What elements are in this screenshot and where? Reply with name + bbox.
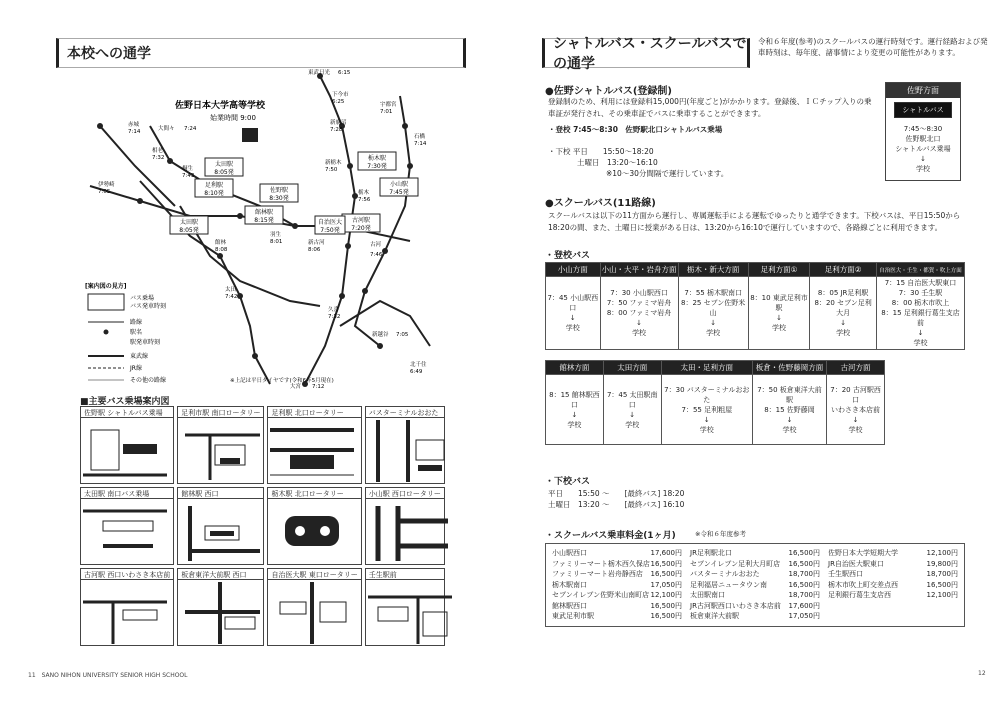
shuttle-down-weekday: ・下校 平日 15:50〜18:20 <box>548 147 654 156</box>
svg-text:7:43: 7:43 <box>182 173 195 179</box>
svg-text:桐生: 桐生 <box>182 166 194 172</box>
svg-text:7:32: 7:32 <box>328 314 341 320</box>
svg-text:下今市: 下今市 <box>332 92 349 98</box>
svg-text:※上記は平日ダイヤです(令和6年5月現在): ※上記は平日ダイヤです(令和6年5月現在) <box>230 378 334 384</box>
svg-text:羽生: 羽生 <box>270 232 282 238</box>
stop-card: 古河駅 西口いわさき本店前 <box>80 568 174 646</box>
svg-text:古河駅: 古河駅 <box>351 217 371 224</box>
svg-text:伊勢崎: 伊勢崎 <box>98 182 115 188</box>
stop-grid <box>80 406 444 646</box>
svg-text:7:14: 7:14 <box>128 129 141 135</box>
svg-text:8:05発: 8:05発 <box>179 227 199 234</box>
stop-card: 小山駅 西口ロータリー <box>365 487 445 565</box>
stop-card: 栃木駅 北口ロータリー <box>267 487 361 565</box>
svg-text:大間々: 大間々 <box>158 126 175 132</box>
svg-text:その他の路線: その他の路線 <box>130 377 167 384</box>
svg-text:駅名: 駅名 <box>130 329 143 336</box>
svg-text:佐野駅: 佐野駅 <box>269 187 289 194</box>
svg-text:宇都宮: 宇都宮 <box>380 102 397 108</box>
up-table-2: 館林方面 太田方面 太田・足利方面 板倉・佐野藤岡方面 古河方面 8：15 館林駅西口 ↓ 学校 7：45 太田駅南口 ↓ 学校 7：30 バスターミナルおおた 7：55 足利粗屋 ↓ 学校 7：50 板倉東洋大前駅 8：15 佐野藤岡 ↓ 学校 7：20 古河駅西口 いわさき本店前 ↓ 学校 <box>545 360 885 445</box>
legend-title: [案内図の見方] <box>85 283 127 290</box>
svg-text:7:01: 7:01 <box>380 109 393 115</box>
stop-card: 足利駅 北口ロータリー <box>267 406 361 484</box>
svg-text:赤城: 赤城 <box>128 122 140 128</box>
svg-text:栃木駅: 栃木駅 <box>367 155 387 162</box>
svg-text:7:50発: 7:50発 <box>320 227 340 234</box>
svg-text:7:14: 7:14 <box>414 141 427 147</box>
svg-text:路線: 路線 <box>130 319 143 326</box>
svg-text:小山駅: 小山駅 <box>389 181 409 188</box>
svg-text:7:05: 7:05 <box>396 332 409 338</box>
header-note: 令和６年度(参考)のスクールバスの運行時刻です。運行経路および発車時刻は、毎年度、諸事情により変更の可能性があります。 <box>758 37 988 57</box>
stop-card: バスターミナルおおた <box>365 406 445 484</box>
svg-text:6:25: 6:25 <box>332 99 345 105</box>
svg-text:7:05: 7:05 <box>98 189 111 195</box>
fee-table: 小山駅西口 17,600円 ファミリーマート栃木西久保店 16,500円 ファミリーマート岩舟静西店 16,500円 栃木駅南口 17,050円 セブンイレブン佐野米山南町店 12,100円 館林駅西口 16,500円 東武足利市駅 16,500円 JR足利駅北口 16,500円 セブンイレブン足利大月町店 16,500円 バスターミナルおおた 18,700円 足利福居ニュータウン南 16,500円 太田駅南口 18,700円 JR古河駅西口いわさき本店前 17,600円 板倉東洋大前駅 17,050円 佐野日本大学短期大学 12,100円 JR自治医大駅東口 19,800円 壬生駅西口 18,700円 栃木市吹上町交差点西 16,500円 足利銀行葛生支店西 12,100円 <box>545 543 965 627</box>
svg-text:石橋: 石橋 <box>414 134 426 140</box>
svg-text:8:10発: 8:10発 <box>204 190 224 197</box>
shuttle-down-saturday: 土曜日 13:20〜16:10 <box>577 158 658 167</box>
svg-text:7:50: 7:50 <box>325 167 338 173</box>
svg-text:太田駅: 太田駅 <box>214 161 234 168</box>
stop-card: 館林駅 西口 <box>177 487 264 565</box>
svg-text:7:45発: 7:45発 <box>389 189 409 196</box>
stop-card: 板倉東洋大前駅 西口 <box>177 568 264 646</box>
svg-text:バス乗場: バス乗場 <box>130 295 155 302</box>
map-school-time: 始業時間 9:00 <box>210 114 256 122</box>
svg-text:7:56: 7:56 <box>358 197 371 203</box>
svg-text:バス発車時刻: バス発車時刻 <box>130 303 167 310</box>
fee-title: ・スクールバス乗車料金(1ヶ月) <box>545 531 676 541</box>
svg-text:6:49: 6:49 <box>410 369 423 375</box>
svg-text:東武線: 東武線 <box>130 353 149 360</box>
page-footer: 11 SANO NIHON UNIVERSITY SENIOR HIGH SCHOOL <box>28 672 188 679</box>
svg-text:東武日光: 東武日光 <box>308 70 331 76</box>
stops-title: ■主要バス乗場案内図 <box>80 397 170 407</box>
svg-text:8:01: 8:01 <box>270 239 283 245</box>
svg-text:7:12: 7:12 <box>312 384 325 390</box>
shuttle-title: ●佐野シャトルバス(登録制) <box>545 86 672 97</box>
svg-text:太田: 太田 <box>225 287 237 293</box>
down-weekday: 平日 15:50 〜 [最終バス] 18:20 <box>548 489 685 498</box>
page-title: シャトルバス・スクールバスでの通学 <box>542 38 750 68</box>
school-bus-text: スクールバスは以下の11方面から運行し、専属運転手による運転でゆったりと通学できます。下校バスは、平日15:50から18:20の間、また、土曜日に授業がある日は、13:20から16:10で運行していますので、各路線ごとに利用できます。 <box>548 211 961 232</box>
svg-text:JR線: JR線 <box>130 365 142 372</box>
shuttle-note: ※10〜30分間隔で運行しています。 <box>606 169 729 178</box>
svg-text:久喜: 久喜 <box>328 307 340 313</box>
svg-text:自治医大: 自治医大 <box>317 219 343 226</box>
svg-text:7:24: 7:24 <box>184 126 197 132</box>
svg-text:相老: 相老 <box>152 148 164 154</box>
stop-card: 壬生駅前 <box>365 568 445 646</box>
svg-text:足利駅: 足利駅 <box>204 182 224 189</box>
svg-text:栃木: 栃木 <box>358 190 370 196</box>
up-table-1: 小山方面 小山・大平・岩舟方面 栃木・新大方面 足利方面① 足利方面② 自治医大・壬生・都賀・吹上方面 7：45 小山駅西口 ↓ 学校 7：30 小山駅西口 7：50 ファミマ岩舟 8：00 ファミマ岩舟 ↓ 学校 7：55 栃木駅南口 8：25 セブン佐野米山 ↓ 学校 8：10 東武足利市駅 ↓ 学校 8：05 JR足利駅 8：20 セブン足利大月 ↓ 学校 7：15 自治医大駅東口 7：30 壬生駅 8：00 栃木市吹上 8：15 足利銀行葛生支店前 ↓ 学校 <box>545 262 965 350</box>
svg-text:8:30発: 8:30発 <box>269 195 289 202</box>
page-title: 本校への通学 <box>56 38 466 68</box>
up-title: ・登校バス <box>545 251 591 261</box>
route-map <box>80 66 460 392</box>
svg-text:7:32: 7:32 <box>152 155 165 161</box>
school-icon <box>242 128 258 142</box>
svg-text:8:08: 8:08 <box>215 247 228 253</box>
svg-text:新栃木: 新栃木 <box>325 160 342 166</box>
svg-text:太田駅: 太田駅 <box>179 219 199 226</box>
stop-card: 足利市駅 南口ロータリー <box>177 406 264 484</box>
svg-text:古河: 古河 <box>370 242 382 248</box>
svg-text:8:15発: 8:15発 <box>254 217 274 224</box>
svg-text:7:20発: 7:20発 <box>351 225 371 232</box>
svg-text:8:05発: 8:05発 <box>214 169 234 176</box>
svg-text:駅発車時刻: 駅発車時刻 <box>130 339 161 346</box>
svg-text:北千住: 北千住 <box>410 362 427 368</box>
svg-text:7:46: 7:46 <box>370 252 383 258</box>
svg-text:大宮: 大宮 <box>290 384 302 390</box>
shuttle-tag: 佐野方面 シャトルバス 7:45〜8:30 佐野駅北口 シャトルバス乗場 ↓ 学校 <box>885 82 961 181</box>
school-bus-title: ●スクールバス(11路線) <box>545 198 656 209</box>
svg-text:8:06: 8:06 <box>308 247 321 253</box>
map-school-name: 佐野日本大学高等学校 <box>175 101 266 111</box>
svg-text:館林駅: 館林駅 <box>254 209 274 216</box>
stop-card: 太田駅 南口バス乗場 <box>80 487 174 565</box>
stop-card: 佐野駅 シャトルバス乗場 <box>80 406 174 484</box>
stop-card: 自治医大駅 東口ロータリー <box>267 568 361 646</box>
down-title: ・下校バス <box>545 477 591 487</box>
page-number: 12 <box>978 670 986 677</box>
svg-text:6:15: 6:15 <box>338 70 351 76</box>
svg-text:7:28: 7:28 <box>330 127 343 133</box>
fee-note: ※令和６年度参考 <box>695 530 746 538</box>
shuttle-text: 登録制のため、利用には登録料15,000円(年度ごと)がかかります。登録後、ＩＣチップ入りの乗車証が発行され、その乗車証でバスに乗車することができます。 <box>548 97 872 118</box>
svg-text:7:30発: 7:30発 <box>367 163 387 170</box>
svg-text:新越谷: 新越谷 <box>372 332 389 338</box>
svg-text:館林: 館林 <box>215 240 227 246</box>
shuttle-up: ・登校 7:45〜8:30 佐野駅北口シャトルバス乗場 <box>548 125 723 134</box>
svg-text:7:42: 7:42 <box>225 294 238 300</box>
svg-text:新鹿沼: 新鹿沼 <box>330 120 347 126</box>
svg-text:新古河: 新古河 <box>308 240 325 246</box>
down-saturday: 土曜日 13:20 〜 [最終バス] 16:10 <box>548 500 685 509</box>
